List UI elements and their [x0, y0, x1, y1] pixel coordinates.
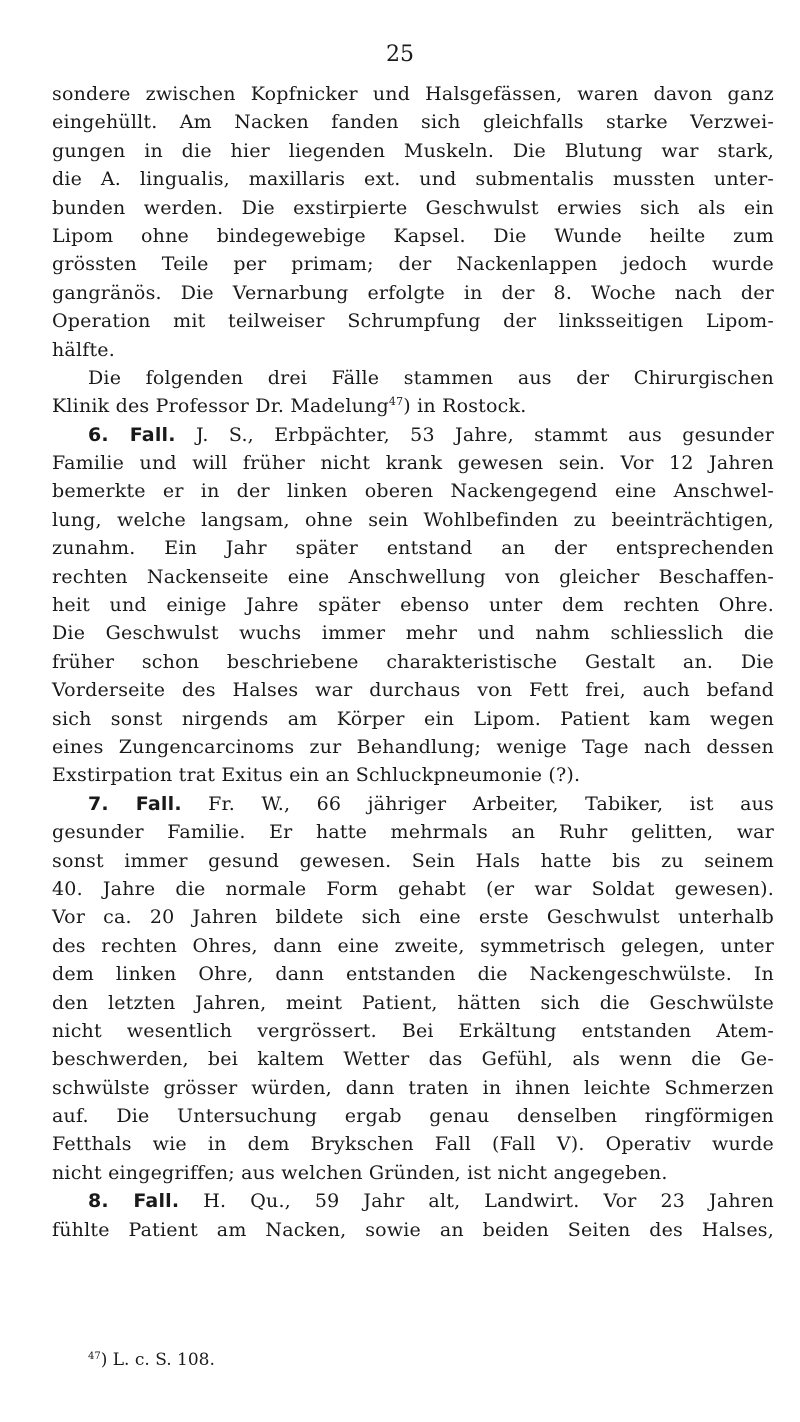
text-line: sich sonst nirgends am Körper ein Lipom. Patient kam wegen [52, 707, 774, 730]
text-line: sondere zwischen Kopfnicker und Halsgefässen, waren davon ganz [52, 83, 774, 105]
text-segment: Klinik des Professor Dr. Madelung [52, 395, 389, 418]
case-6-first-line [52, 421, 774, 449]
text-line: Operation mit teilweiser Schrumpfung der linksseitigen Lipom- [52, 310, 774, 333]
text-line: hälfte. [52, 338, 115, 361]
text-segment: ) in Rostock. [403, 395, 527, 418]
text-line: Familie und will früher nicht krank gewesen sein. Vor 12 Jahren [52, 452, 774, 475]
text-line: beschwerden, bei kaltem Wetter das Gefühl, als wenn die Ge- [52, 1048, 774, 1071]
text-line: bemerkte er in der linken oberen Nackengegend eine Anschwel- [52, 480, 774, 503]
text-line [52, 392, 774, 420]
text-line: eingehüllt. Am Nacken fanden sich gleichfalls starke Verzwei- [52, 111, 774, 134]
case-heading: 7. Fall. [88, 792, 182, 815]
text-line: früher schon beschriebene charakteristische Gestalt an. Die [52, 650, 774, 673]
text-line: heit und einige Jahre später ebenso unter dem rechten Ohre. [52, 594, 774, 617]
text-segment: Fr. W., 66 jähriger Arbeiter, Tabiker, ist aus [181, 792, 774, 815]
text-line: 40. Jahre die normale Form gehabt (er war Soldat gewesen). [52, 877, 774, 900]
case-7-first-line [52, 790, 774, 818]
text-line: rechten Nackenseite eine Anschwellung von gleicher Beschaffen- [52, 565, 774, 588]
text-segment: H. Qu., 59 Jahr alt, Landwirt. Vor 23 Jahren [179, 1190, 774, 1213]
text-line: Vor ca. 20 Jahren bildete sich eine erste Geschwulst unterhalb [52, 906, 774, 929]
text-line: schwülste grösser würden, dann traten in ihnen leichte Schmerzen [52, 1076, 774, 1099]
text-line: grössten Teile per primam; der Nackenlappen jedoch wurde [52, 253, 774, 276]
text-line: dem linken Ohre, dann entstanden die Nackengeschwülste. In [52, 963, 774, 986]
text-line: lung, welche langsam, ohne sein Wohlbefinden zu beeinträchtigen, [52, 508, 774, 531]
text-line: Lipom ohne bindegewebige Kapsel. Die Wunde heilte zum [52, 224, 774, 247]
text-line: sonst immer gesund gewesen. Sein Hals hatte bis zu seinem [52, 849, 774, 872]
text-line: Die folgenden drei Fälle stammen aus der Chirurgischen [88, 366, 774, 389]
text-line: Fetthals wie in dem Brykschen Fall (Fall V). Operativ wurde [52, 1133, 774, 1156]
text-line: die A. lingualis, maxillaris ext. und submentalis mussten unter- [52, 168, 774, 191]
text-line: bunden werden. Die exstirpierte Geschwulst erwies sich als ein [52, 196, 774, 219]
body-text [52, 80, 774, 1244]
text-line: den letzten Jahren, meint Patient, hätten sich die Geschwülste [52, 991, 774, 1014]
footnote-text: ) L. c. S. 108. [100, 1350, 215, 1370]
case-8-first-line [52, 1187, 774, 1215]
text-line: zunahm. Ein Jahr später entstand an der entsprechenden [52, 537, 774, 560]
text-line: gungen in die hier liegenden Muskeln. Die Blutung war stark, [52, 139, 774, 162]
text-line: des rechten Ohres, dann eine zweite, symmetrisch gelegen, unter [52, 934, 774, 957]
text-line: auf. Die Untersuchung ergab genau denselben ringförmigen [52, 1105, 774, 1128]
text-line: gesunder Familie. Er hatte mehrmals an Ruhr gelitten, war [52, 821, 774, 844]
text-line: Exstirpation trat Exitus ein an Schluckpneumonie (?). [52, 764, 581, 787]
text-line: nicht wesentlich vergrössert. Bei Erkältung entstanden Atem- [52, 1019, 774, 1042]
text-line: Vorderseite des Halses war durchaus von Fett frei, auch befand [52, 679, 774, 702]
footnote-reference: 47 [388, 395, 404, 409]
footnote [88, 1350, 215, 1370]
text-line: eines Zungencarcinoms zur Behandlung; wenige Tage nach dessen [52, 735, 774, 758]
text-line: Die Geschwulst wuchs immer mehr und nahm schliesslich die [52, 622, 774, 645]
case-heading: 8. Fall. [88, 1190, 180, 1213]
text-segment: J. S., Erbpächter, 53 Jahre, stammt aus gesunder [175, 423, 774, 446]
case-heading: 6. Fall. [88, 423, 176, 446]
page-number: 25 [386, 42, 414, 67]
text-line: fühlte Patient am Nacken, sowie an beiden Seiten des Halses, [52, 1218, 774, 1241]
footnote-number: 47 [88, 1351, 101, 1362]
text-line: gangränös. Die Vernarbung erfolgte in der 8. Woche nach der [52, 281, 774, 304]
text-line: nicht eingegriffen; aus welchen Gründen, ist nicht angegeben. [52, 1161, 668, 1184]
